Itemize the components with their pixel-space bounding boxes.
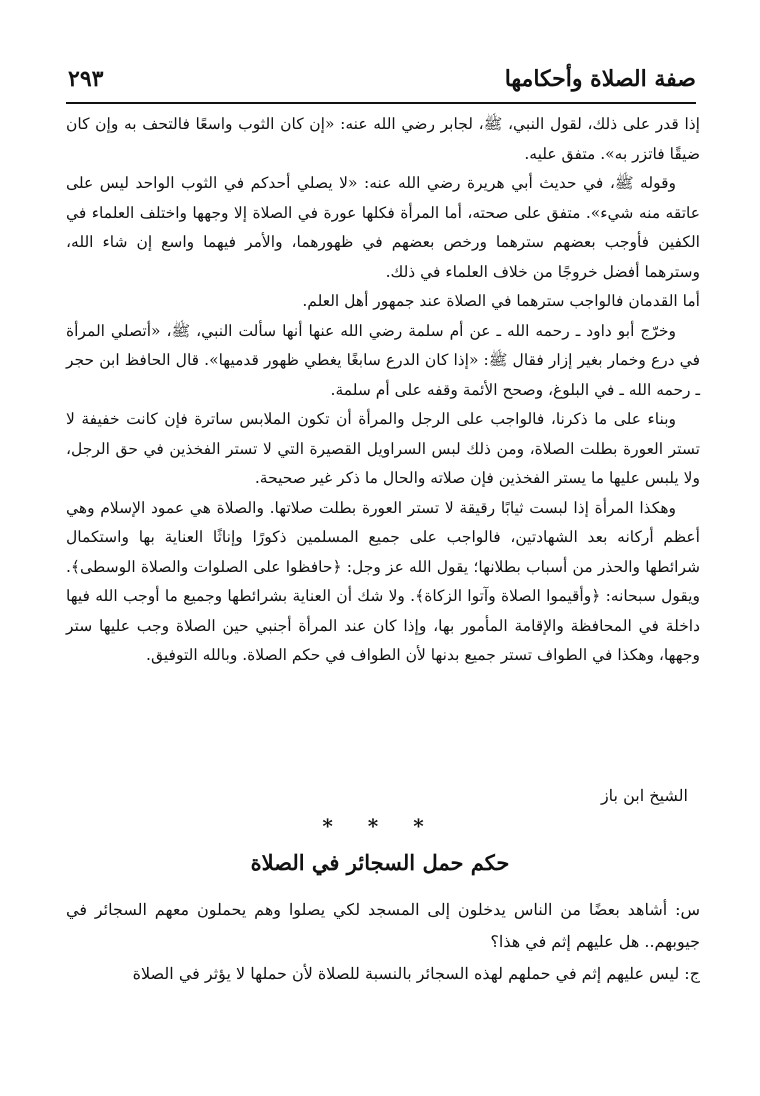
- page-number: ٢٩٣: [68, 66, 104, 92]
- paragraph-1: إذا قدر على ذلك، لقول النبي، ﷺ، لجابر رضي الله عنه: «إن كان الثوب واسعًا فالتحف به وإن كان ضيقًا فاتزر به». متفق عليه.: [66, 115, 700, 163]
- running-title: صفة الصلاة وأحكامها: [504, 66, 696, 92]
- question-text: س: أشاهد بعضًا من الناس يدخلون إلى المسجد لكي يصلوا وهم يحملون معهم السجائر في جيوبهم.. هل عليهم إثم في هذا؟: [66, 900, 700, 951]
- question-answer: [66, 894, 700, 990]
- paragraph-6: وهكذا المرأة إذا لبست ثيابًا رقيقة لا تستر العورة بطلت صلاتها. والصلاة هي عمود الإسلام وهي أعظم أركانه بعد الشهادتين، فالواجب على جميع المسلمين ذكورًا وإناثًا العناية بها واستكمال شرائطها والحذر من أسباب بطلانها؛ يقول الله عز وجل: ﴿حافظوا على الصلوات والصلاة الوسطى﴾. ويقول سبحانه: ﴿وأقيموا الصلاة وآتوا الزكاة﴾. ولا شك أن العناية بشرائطها وجميع ما أوجب الله فيها داخلة في المحافظة والإقامة المأمور بها، وإذا كان عند المرأة أجنبي حين الصلاة وجب عليها ستر وجهها، وهكذا في الطواف تستر جميع بدنها لأن الطواف في حكم الصلاة. وبالله التوفيق.: [66, 498, 700, 664]
- paragraph-4: وخرّج أبو داود ـ رحمه الله ـ عن أم سلمة رضي الله عنها أنها سألت النبي، ﷺ، «أتصلي المرأة في درع وخمار بغير إزار فقال ﷺ: «إذا كان الدرع سابغًا يغطي ظهور قدميها». قال الحافظ ابن حجر ـ رحمه الله ـ في البلوغ، وصحح الأئمة وقفه على أم سلمة.: [66, 321, 700, 399]
- header-rule: [66, 102, 696, 104]
- section-heading: حكم حمل السجائر في الصلاة: [250, 850, 510, 875]
- author-signature: الشيخ ابن باز: [600, 786, 688, 805]
- paragraph-3: أما القدمان فالواجب سترهما في الصلاة عند جمهور أهل العلم.: [302, 292, 700, 310]
- page-header: [66, 64, 696, 94]
- section-separator: * * *: [322, 814, 438, 838]
- fatwa-body: [66, 110, 700, 671]
- paragraph-5: وبناء على ما ذكرنا، فالواجب على الرجل والمرأة أن تكون الملابس ساترة فإن كانت خفيفة لا تستر العورة بطلت الصلاة، ومن ذلك لبس السراويل القصيرة التي لا تستر الفخذين في حق الرجل، ولا يلبس عليها ما يستر الفخذين فإن صلاته والحال ما ذكر غير صحيحة.: [66, 410, 700, 487]
- paragraph-2: وقوله ﷺ، في حديث أبي هريرة رضي الله عنه: «لا يصلي أحدكم في الثوب الواحد ليس على عاتقه منه شيء». متفق على صحته، أما المرأة فكلها عورة في الصلاة إلا وجهها واختلف العلماء في الكفين فأوجب بعضهم سترهما ورخص بعضهم في ظهورهما، والأمر فيهما واسع إن شاء الله، وسترهما أفضل خروجًا من خلاف العلماء في ذلك.: [66, 174, 700, 281]
- answer-text: ج: ليس عليهم إثم في حملهم لهذه السجائر بالنسبة للصلاة لأن حملها لا يؤثر في الصلاة: [132, 964, 700, 983]
